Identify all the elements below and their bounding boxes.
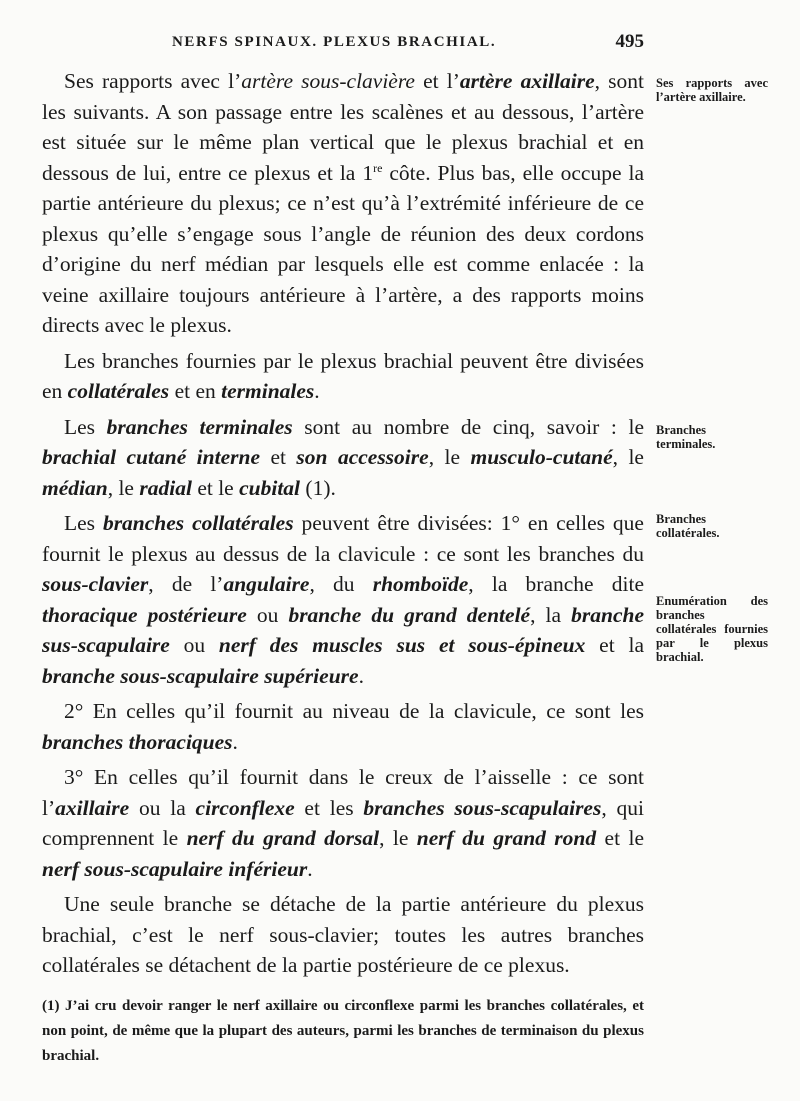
superscript: re: [373, 160, 383, 175]
margin-note-branches-terminales: Branches terminales.: [656, 423, 716, 451]
text-run: Les: [64, 414, 107, 439]
paragraph-4: [42, 508, 644, 691]
text-run: , la branche dite: [468, 572, 644, 596]
emphasis-term: terminales: [221, 379, 315, 403]
text-run: , le: [107, 475, 140, 500]
text-run: et l’: [414, 69, 460, 93]
text-run: .: [358, 663, 364, 688]
text-run: Une seule branche se détache de la partie antérieure du plexus brachial, c’est le nerf sous-clavier; toutes les autres branches collatérales se détachent de la partie postérieure de ce plexus.: [42, 892, 644, 977]
paragraph-7: [42, 889, 644, 981]
emphasis-term: nerf des muscles sus et sous-épineux: [218, 633, 586, 657]
margin-note-enumeration: Enumération des branches collatérales fournies par le plexus brachial.: [656, 594, 768, 664]
paragraph-6: [42, 762, 644, 884]
paragraph-1: [42, 66, 644, 341]
emphasis-term: son accessoire: [296, 445, 429, 469]
text-run: , qui comprennent le: [42, 795, 644, 850]
emphasis-term: nerf du grand rond: [416, 826, 597, 850]
text-run: (1).: [300, 475, 336, 500]
text-run: 3° En celles qu’il fournit dans le creux de l’aisselle : ce sont l’: [42, 765, 644, 820]
emphasis-term: sous-clavier: [42, 572, 149, 596]
emphasis-term: nerf du grand dorsal: [186, 826, 380, 850]
text-run: et la: [585, 633, 644, 657]
margin-note-branches-collaterales: Branches collatérales.: [656, 512, 720, 540]
page-number: 495: [615, 31, 644, 52]
main-text: [42, 66, 644, 986]
margin-note-rapports: Ses rapports avec l’artère axillaire.: [656, 76, 768, 104]
text-run: .: [314, 379, 320, 403]
text-run: ou la: [129, 795, 196, 820]
emphasis-term: branches thoraciques: [42, 729, 233, 754]
running-header: [172, 31, 644, 52]
text-run: Ses rapports avec l’: [64, 69, 242, 93]
emphasis-term: cubital: [239, 475, 301, 500]
emphasis-term: musculo-cutané: [470, 445, 613, 469]
text-run: et le: [596, 826, 644, 850]
text-run: et en: [169, 379, 222, 403]
emphasis-term: angulaire: [223, 572, 310, 596]
text-run: ou: [169, 633, 219, 657]
emphasis-term: branche sus-scapulaire: [42, 602, 645, 657]
text-run: , le: [379, 826, 417, 850]
emphasis-term: nerf sous-scapulaire inférieur: [42, 856, 308, 881]
emphasis-term: radial: [139, 475, 192, 500]
emphasis-term: branches terminales: [106, 414, 293, 439]
text-run: , le: [428, 445, 471, 469]
text-run: peuvent être divisées: 1° en celles que fournit le plexus au dessus de la clavicule : ce sont les branches du: [42, 511, 644, 566]
emphasis-term: branches sous-scapulaires: [363, 795, 602, 820]
text-run: et: [260, 445, 297, 469]
emphasis-term: artère axillaire: [459, 69, 595, 93]
text-run: 2° En celles qu’il fournit au niveau de la clavicule, ce sont les: [64, 699, 644, 723]
text-run: Les: [64, 511, 103, 535]
running-title: NERFS SPINAUX. PLEXUS BRACHIAL.: [172, 34, 497, 50]
footnote-text: (1) J’ai cru devoir ranger le nerf axillaire ou circonflexe parmi les branches collatérales, et non point, de même que la plupart des auteurs, parmi les branches de terminaison du plexus brachial.: [42, 998, 644, 1064]
emphasis-term: branche sous-scapulaire supérieure: [42, 663, 359, 688]
emphasis-term: rhomboïde: [372, 572, 469, 596]
footnote: [42, 994, 644, 1069]
text-run: .: [307, 856, 313, 881]
text-run: ou: [246, 602, 289, 627]
text-run: côte. Plus bas, elle occupe la partie antérieure du plexus; ce n’est qu’à l’extrémité inférieure de ce plexus qu’elle s’engage sous l’angle de réunion des deux cordons d’origine du nerf médian par lesquels elle est comme enlacée : la veine axillaire toujours antérieure à l’artère, a des rapports moins directs avec le plexus.: [42, 160, 644, 337]
italic-term: artère sous-clavière: [241, 69, 415, 93]
emphasis-term: axillaire: [55, 795, 130, 820]
text-run: , la: [530, 602, 572, 627]
text-run: , de l’: [148, 572, 224, 596]
emphasis-term: branche du grand dentelé: [288, 602, 531, 627]
emphasis-term: branches collatérales: [102, 511, 294, 535]
emphasis-term: circonflexe: [195, 795, 295, 820]
paragraph-2: [42, 346, 644, 407]
text-run: et le: [191, 475, 240, 500]
emphasis-term: collatérales: [67, 379, 170, 403]
text-run: Les branches fournies par le plexus brachial peuvent être divisées en: [42, 348, 644, 403]
emphasis-term: brachial cutané interne: [42, 445, 260, 469]
text-run: , du: [309, 572, 373, 596]
text-run: sont au nombre de cinq, savoir : le: [292, 414, 645, 439]
text-run: .: [232, 729, 238, 754]
text-run: , sont les suivants. A son passage entre les scalènes et au dessous, l’artère est située sur le même plan vertical que le plexus brachial et en dessous de lui, entre ce plexus et la 1: [42, 69, 644, 185]
paragraph-3: [42, 412, 644, 504]
text-run: , le: [612, 445, 644, 469]
paragraph-5: [42, 696, 644, 757]
emphasis-term: thoracique postérieure: [42, 602, 247, 627]
text-run: et les: [294, 795, 364, 820]
emphasis-term: médian: [42, 475, 108, 500]
